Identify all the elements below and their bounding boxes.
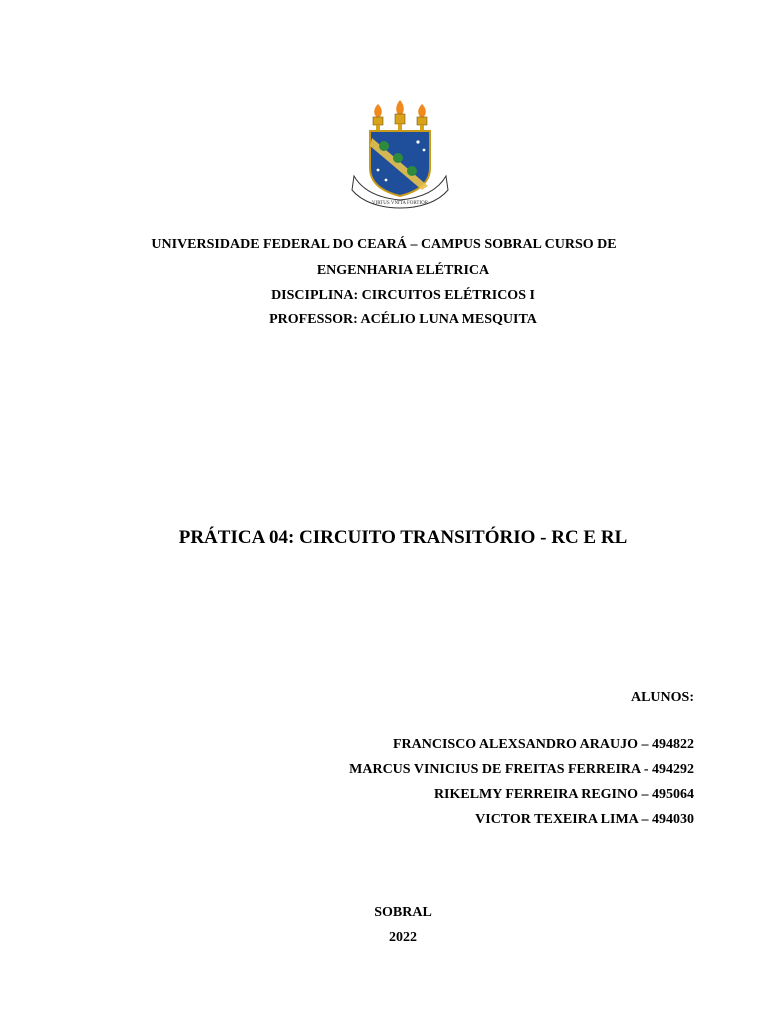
year-label: 2022 [389, 930, 417, 945]
student-name: FRANCISCO ALEXSANDRO ARAUJO – 494822 [392, 737, 694, 752]
students-heading: ALUNOS: [630, 690, 694, 705]
svg-text:VIRTUS VNITA FORTIOR: VIRTUS VNITA FORTIOR [371, 201, 429, 206]
university-line: UNIVERSIDADE FEDERAL DO CEARÁ – CAMPUS SOBRAL CURSO DE [151, 237, 617, 252]
student-name: RIKELMY FERREIRA REGINO – 495064 [433, 787, 694, 802]
student-name: MARCUS VINICIUS DE FREITAS FERREIRA - 494292 [349, 762, 694, 777]
course-line: ENGENHARIA ELÉTRICA [316, 263, 490, 278]
city-label: SOBRAL [374, 905, 432, 920]
student-name: VICTOR TEXEIRA LIMA – 494030 [475, 812, 694, 827]
discipline-line: DISCIPLINA: CIRCUITOS ELÉTRICOS I [271, 288, 535, 303]
university-crest-logo [348, 98, 452, 214]
document-title: PRÁTICA 04: CIRCUITO TRANSITÓRIO - RC E RL [178, 527, 628, 548]
professor-line: PROFESSOR: ACÉLIO LUNA MESQUITA [269, 312, 537, 327]
